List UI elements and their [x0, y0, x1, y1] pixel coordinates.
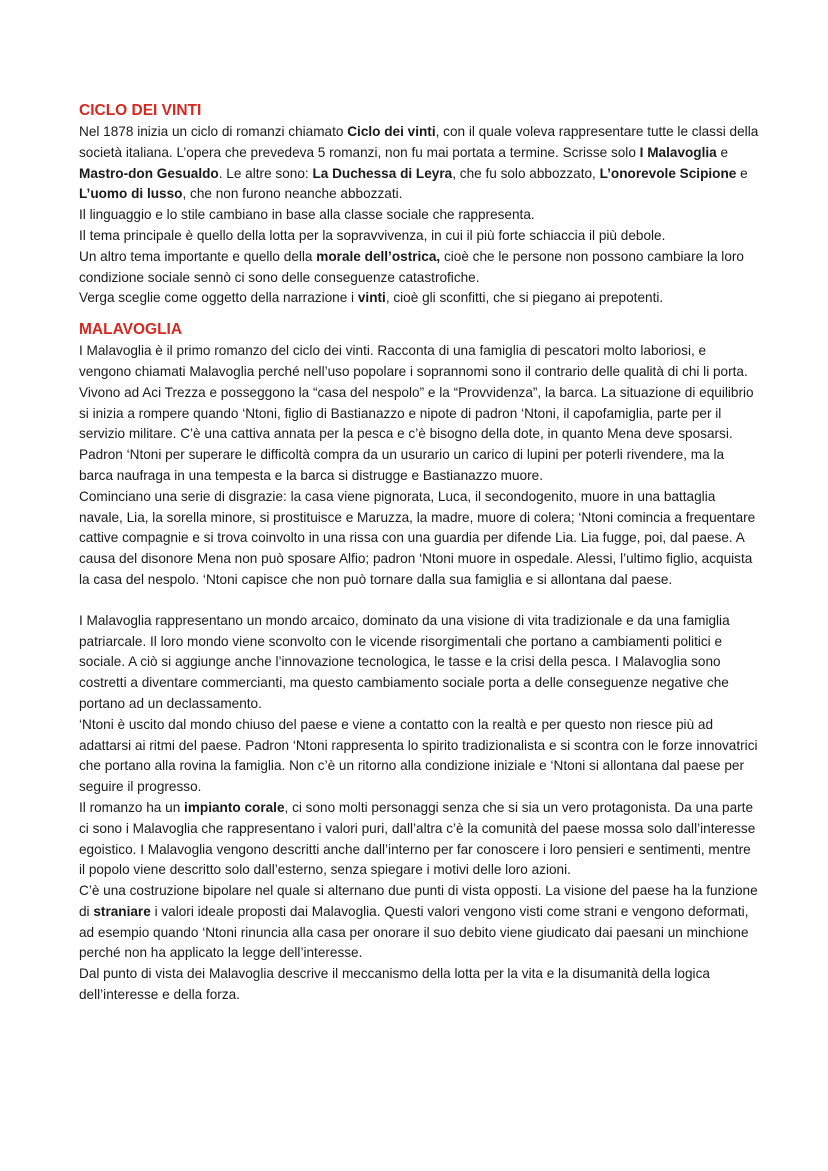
- paragraph-disgrazie: Cominciano una serie di disgrazie: la casa viene pignorata, Luca, il secondogenito, muore in una battaglia navale, Lia, la sorella minore, si prostituisce e Maruzza, la madre, muore di colera; ‘Ntoni comincia a frequentare cattive compagnie e si trova coinvolto in una rissa con una guardia per difende Lia. Lia fugge, poi, dal paese. A causa del disonore Mena non può sposare Alfio; padron ‘Ntoni muore in ospedale. Alessi, l’ultimo figlio, acquista la casa del nespolo. ‘Ntoni capisce che non può tornare dalla sua famiglia e si allontana dal paese.: [79, 488, 756, 587]
- paragraph-vinti: [79, 288, 759, 309]
- text-span: cioè che le persone non possono cambiare la loro condizione sociale sennò ci sono delle conseguenze catastrofiche.: [79, 248, 744, 285]
- paragraph-ntoni: ‘Ntoni è uscito dal mondo chiuso del paese e viene a contatto con la realtà e per questo non riesce più ad adattarsi ai ritmi del paese. Padron ‘Ntoni rappresenta lo spirito tradizionalista e si scontra con le forze innovatrici che portano alla rovina la famiglia. Non c’è un ritorno alla condizione iniziale e ‘Ntoni si allontana dal paese per seguire il progresso.: [79, 716, 758, 795]
- bold-term-vinti: vinti: [357, 290, 386, 306]
- text-span: C’è una costruzione bipolare nel quale si alternano due punti di vista opposti. La visione del paese ha la funzione di: [79, 883, 758, 919]
- bold-term-duchessa: La Duchessa di Leyra: [312, 165, 453, 181]
- bold-term-straniare: straniare: [93, 903, 151, 919]
- bold-term-mastro: Mastro-don Gesualdo: [79, 165, 219, 181]
- text-span: e: [716, 144, 729, 160]
- spacer: [79, 591, 759, 611]
- paragraph-tema-principale: Il tema principale è quello della lotta per la sopravvivenza, in cui il più forte schiaccia il più debole.: [79, 227, 666, 243]
- document-page: [79, 100, 759, 1006]
- bold-term-malavoglia: I Malavoglia: [639, 144, 717, 160]
- text-span: , che fu solo abbozzato,: [452, 165, 600, 181]
- paragraph-costruzione-bipolare: [79, 881, 759, 964]
- text-span: , cioè gli sconfitti, che si piegano ai prepotenti.: [385, 290, 664, 306]
- section-title-ciclo-dei-vinti: CICLO DEI VINTI: [79, 102, 202, 119]
- text-span: Un altro tema importante e quello della: [79, 248, 317, 264]
- text-span: , ci sono molti personaggi senza che si sia un vero protagonista. Da una parte ci sono i Malavoglia che rappresentano i valori puri, dall’altra c’è la comunità del paese mossa solo dall’interesse egoistico. I Malavoglia vengono descritti anche dall’interno per far conoscere i loro pensieri e sentimenti, mentre il popolo viene descritto solo dall’esterno, senza spiegare i motivi delle loro azioni.: [79, 799, 756, 878]
- text-span: Il romanzo ha un: [79, 799, 185, 815]
- text-span: Verga sceglie come oggetto della narrazione i: [79, 290, 358, 306]
- paragraph-mondo-arcaico: I Malavoglia rappresentano un mondo arcaico, dominato da una visione di vita tradizionale e da una famiglia patriarcale. Il loro mondo viene sconvolto con le vicende risorgimentali che portano a cambiamenti politici e sociale. A ciò si aggiunge anche l’innovazione tecnologica, le tasse e la crisi della pesca. I Malavoglia sono costretti a diventare commercianti, ma questo cambiamento sociale porta a delle conseguenze negative che portano ad un declassamento.: [79, 612, 730, 711]
- paragraph-impianto-corale: [79, 798, 759, 881]
- text-span: , che non furono neanche abbozzati.: [182, 186, 403, 202]
- bold-term-lusso: L’uomo di lusso: [79, 186, 183, 202]
- bold-term-scipione: L’onorevole Scipione: [599, 165, 737, 181]
- section-title-malavoglia: MALAVOGLIA: [79, 321, 183, 339]
- paragraph-malavoglia-trama: I Malavoglia è il primo romanzo del ciclo dei vinti. Racconta di una famiglia di pescatori molto laboriosi, e vengono chiamati Malavoglia perché nell’uso popolare i soprannomi sono il contrario delle qualità di chi li porta. Vivono ad Aci Trezza e posseggono la “casa del nespolo” e la “Provvidenza”, la barca. La situazione di equilibrio si inizia a rompere quando ‘Ntoni, figlio di Bastianazzo e nipote di padron ‘Ntoni, il capofamiglia, parte per il servizio militare. C’è una cattiva annata per la pesca e c’è bisogno della dote, in quanto Mena deve sposarsi. Padron ‘Ntoni per superare le difficoltà compra da un usurario un carico di lupini per poterli rivendere, ma la barca naufraga in una tempesta e la barca si distrugge e Bastianazzo muore.: [79, 343, 754, 483]
- text-span: , con il quale voleva rappresentare tutte le classi della società italiana. L’opera che prevedeva 5 romanzi, non fu mai portata a termine. Scrisse solo: [79, 124, 759, 160]
- paragraph-linguaggio: Il linguaggio e lo stile cambiano in base alla classe sociale che rappresenta.: [79, 207, 535, 223]
- spacer: [79, 309, 759, 319]
- paragraph-conclusione: Dal punto di vista dei Malavoglia descrive il meccanismo della lotta per la vita e la disumanità della logica dell’interesse e della forza.: [79, 966, 710, 1003]
- paragraph-morale-ostrica: [79, 247, 759, 289]
- text-span: e: [736, 165, 748, 181]
- bold-term-ciclo: Ciclo dei vinti: [347, 124, 436, 139]
- paragraph-ciclo-intro: [79, 122, 759, 205]
- text-span: Nel 1878 inizia un ciclo di romanzi chiamato: [79, 124, 348, 139]
- text-span: i valori ideale proposti dai Malavoglia. Questi valori vengono visti come strani e vengono deformati, ad esempio quando ‘Ntoni rinuncia alla casa per onorare il suo debito viene giudicato dai paesani un minchione perché non ha applicato la legge dell’interesse.: [79, 903, 749, 961]
- bold-term-impianto: impianto corale: [184, 799, 285, 815]
- text-span: . Le altre sono:: [218, 165, 313, 181]
- bold-term-morale: morale dell’ostrica,: [316, 248, 441, 264]
